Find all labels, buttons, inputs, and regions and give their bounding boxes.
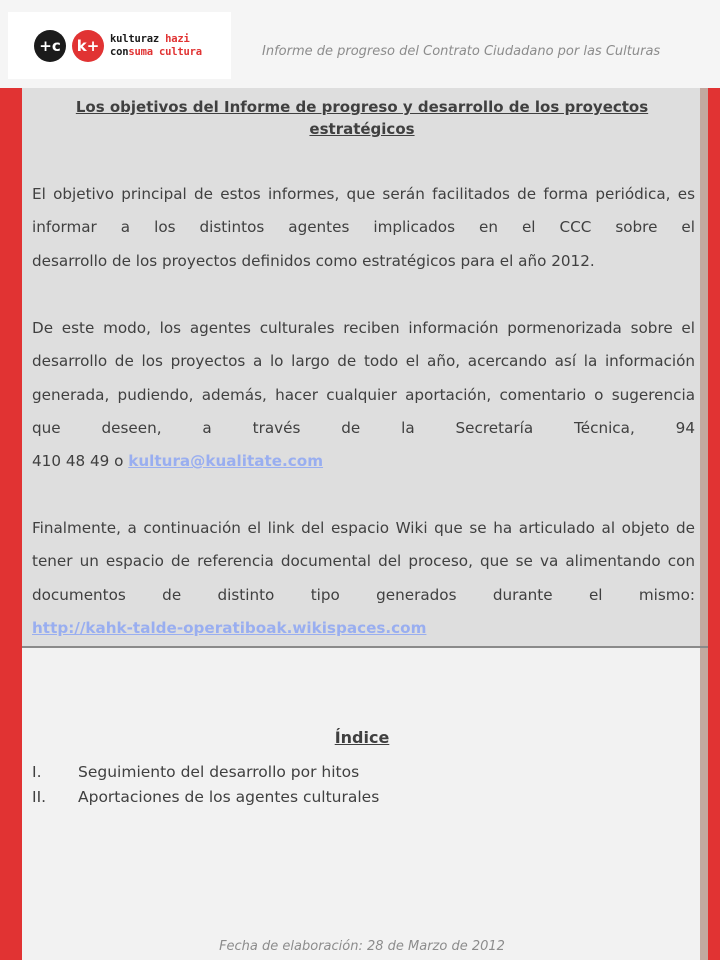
logo-text-line2: consuma cultura (110, 46, 202, 58)
index-item-number: II. (32, 788, 47, 806)
index-title: Índice (334, 728, 390, 747)
index-item-label: Seguimiento del desarrollo por hitos (78, 763, 360, 781)
section-title: Los objetivos del Informe de progreso y desarrollo de los proyectos estratégicos (75, 98, 649, 138)
index-item (32, 788, 379, 806)
email-link[interactable]: kultura@kualitate.com (128, 452, 324, 471)
paragraph-agents: De este modo, los agentes culturales reciben información pormenorizada sobre el desarrollo de los proyectos a lo largo de todo el año, acercando así la información generada, pudiendo, además, hacer cualquier aportación, comentario o sugerencia que deseen, a través de la Secretaría Técnica, 94 410 48 49 o kultura@kualitate.com (32, 319, 695, 471)
paragraph-wiki: Finalmente, a continuación el link del espacio Wiki que se ha articulado al objeto de tener un espacio de referencia documental del proceso, que se va alimentando con documentos de distinto tipo generados durante el mismo: http://kahk-talde-operatiboak.wikispaces.com (32, 519, 695, 637)
index-item-number: I. (32, 763, 42, 781)
header-title: Informe de progreso del Contrato Ciudadano por las Culturas (262, 44, 661, 59)
logo-badge-c: +c (34, 30, 66, 62)
logo-text-line1: kulturaz hazi (110, 33, 190, 45)
footer-date: Fecha de elaboración: 28 de Marzo de 2012 (219, 939, 505, 954)
page-header (0, 0, 720, 88)
kulturaz-logo (8, 12, 231, 79)
right-red-bar (708, 88, 720, 960)
wiki-link[interactable]: http://kahk-talde-operatiboak.wikispaces.com (32, 618, 427, 637)
index-item-label: Aportaciones de los agentes culturales (78, 788, 380, 806)
left-red-bar (0, 88, 22, 960)
index-item (32, 763, 359, 781)
right-accent-bar (700, 88, 708, 960)
paragraph-objective: El objetivo principal de estos informes, que serán facilitados de forma periódica, es informar a los distintos agentes implicados en el CCC sobre el desarrollo de los proyectos definidos como estratégicos para el año 2012. (32, 185, 695, 270)
logo-badge-k: k+ (72, 30, 104, 62)
